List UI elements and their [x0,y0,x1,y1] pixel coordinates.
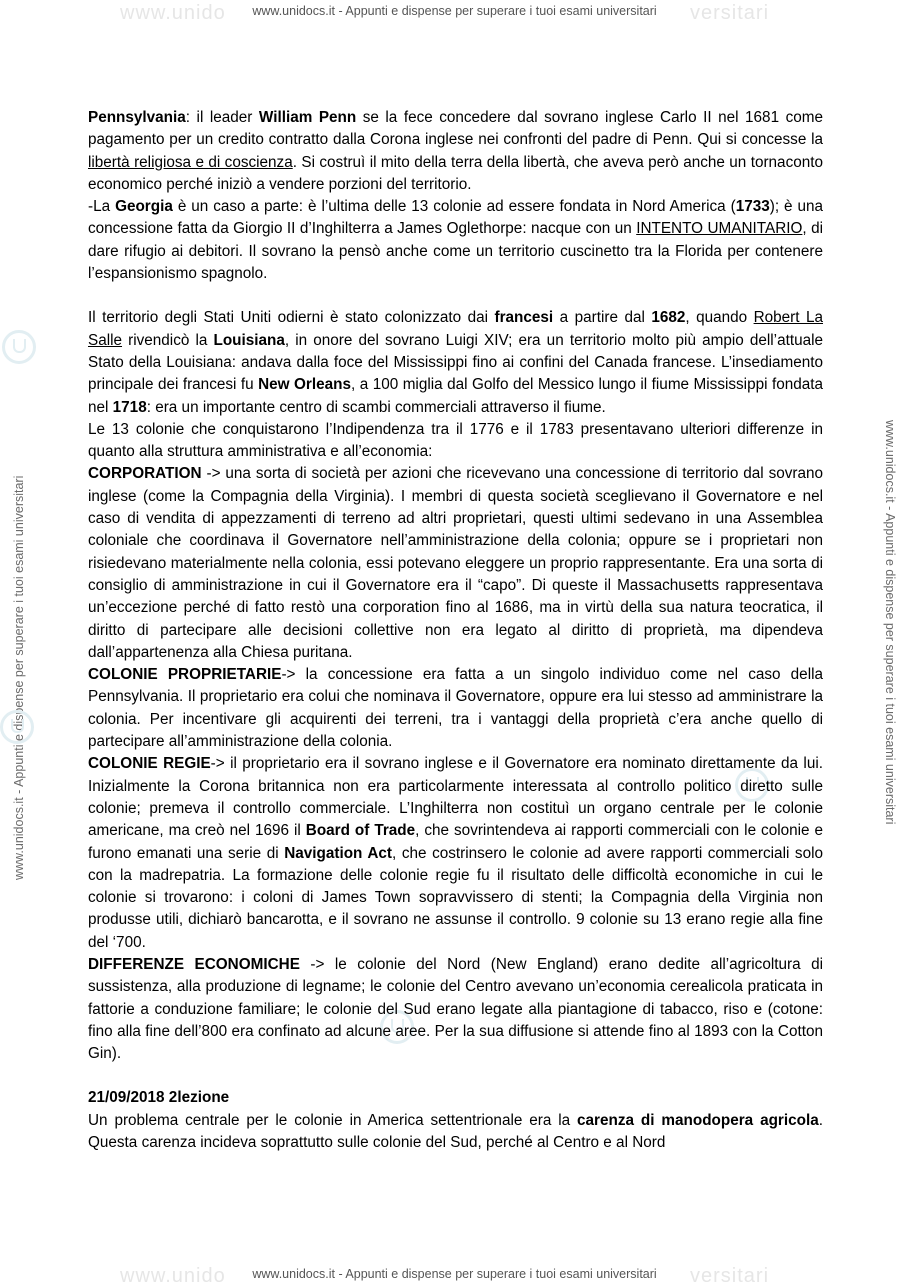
paragraph-manodopera: Un problema centrale per le colonie in America settentrionale era la carenza di manodopera agricola. Questa carenza incideva soprattutto sulle colonie del Sud, perché al Centro e al Nord [88,1111,823,1152]
side-watermark-right: www.unidocs.it - Appunti e dispense per superare i tuoi esami universitari [883,420,897,825]
faint-watermark-bottom-left: www.unido [120,1265,226,1287]
paragraph-colonie-regie: COLONIE REGIE-> il proprietario era il sovrano inglese e il Governatore era nominato direttamente da lui. Inizialmente la Corona britannica non era particolarmente interessata al controllo politico diretto sulle colonie; premeva il controllo commerciale. L’Inghilterra non costituì un organo centrale per le colonie americane, ma creò nel 1696 il Board of Trade, che sovrintendeva ai rapporti commerciali con le colonie e furono emanati una serie di Navigation Act, che costrinsero le colonie ad avere rapporti commerciali solo con la madrepatria. La formazione delle colonie regie fu il risultato delle difficoltà economiche in cui le colonie si trovarono: i coloni di James Town sopravvissero di stenti; la Compagnia della Virginia non produsse utili, dichiarò bancarotta, e il sovrano ne assunse il controllo. 9 colonie su 13 erano regie alla fine del ‘700. [88,755,824,951]
faint-watermark-left: www.unido [120,2,226,24]
term-william-penn: William Penn [258,109,357,126]
lesson-heading: 21/09/2018 2lezione [88,1089,230,1107]
year-1718: 1718 [112,398,147,416]
document-body [88,107,823,1154]
term-louisiana: Louisiana [213,331,285,349]
side-watermark-left: www.unidocs.it - Appunti e dispense per superare i tuoi esami universitari [12,475,26,880]
term-colonie-regie: COLONIE REGIE [88,755,211,773]
unidocs-logo-icon [0,710,34,744]
paragraph-georgia: -La Georgia è un caso a parte: è l’ultima delle 13 colonie ad essere fondata in Nord America (1733); è una concessione fatta da Giorgio II d’Inghilterra a James Oglethorpe: nacque con un INTENTO UMANITARIO, di dare rifugio ai debitori. Il sovrano la pensò anche come un territorio cuscinetto tra la Florida per contenere l’espansionismo spagnolo. [88,198,824,283]
term-colonie-proprietarie: COLONIE PROPRIETARIE [88,666,282,684]
term-francesi: francesi [494,309,554,327]
paragraph-pennsylvania: Pennsylvania: il leader William Penn se la fece concedere dal sovrano inglese Carlo II nel 1681 come pagamento per un credito contratto dalla Corona inglese nei confronti del padre di Penn. Qui si concesse la libertà religiosa e di coscienza. Si costruì il mito della terra della libertà, che aveva però anche un tornaconto economico perché iniziò a vendere porzioni del territorio. [88,109,823,193]
footer-watermark: www.unidocs.it - Appunti e dispense per superare i tuoi esami universitari [252,1267,657,1281]
faint-watermark-right: versitari [690,2,770,24]
term-navigation-act: Navigation Act [284,844,393,862]
underlined-intento-umanitario: INTENTO UMANITARIO [636,220,803,238]
unidocs-logo-icon [2,330,36,364]
term-pennsylvania: Pennsylvania [88,109,186,126]
term-carenza-manodopera: carenza di manodopera agricola [577,1111,819,1129]
paragraph-differenze-economiche: DIFFERENZE ECONOMICHE -> le colonie del Nord (New England) erano dedite all’agricoltura di sussistenza, alla produzione di legname; le colonie del Centro avevano un’economia cerealicola praticata in fattorie a conduzione familiare; le colonie del Sud erano legate alla piantagione di tabacco, riso e (cotone: fino alla fine dell’800 era confinato ad alcune aree. Per la sua diffusione si attende fino al 1893 con la Cotton Gin). [88,955,823,1063]
term-corporation: CORPORATION [88,465,202,483]
term-differenze-economiche: DIFFERENZE ECONOMICHE [88,955,300,973]
term-new-orleans: New Orleans [258,376,351,394]
paragraph-colonie-proprietarie: COLONIE PROPRIETARIE-> la concessione era fatta a un singolo individuo come nel caso della Pennsylvania. Il proprietario era colui che nominava il Governatore, oppure era lui stesso ad amministrare la colonia. Per incentivare gli acquirenti dei terreni, tra i vantaggi della proprietà c’era anche quello di partecipare all’amministrazione della colonia. [88,666,823,751]
term-georgia: Georgia [115,198,173,216]
header-watermark: www.unidocs.it - Appunti e dispense per superare i tuoi esami universitari [252,4,657,18]
underlined-robert-la-salle: Robert La Salle [88,309,823,349]
paragraph-louisiana: Il territorio degli Stati Uniti odierni è stato colonizzato dai francesi a partire dal 1682, quando Robert La Salle rivendicò la Louisiana, in onore del sovrano Luigi XIV; era un territorio molto più ampio dell’attuale Stato della Louisiana: andava dalla foce del Mississippi fino ai confini del Canada francese. L’insediamento principale dei francesi fu New Orleans, a 100 miglia dal Golfo del Messico lungo il fiume Mississippi fondata nel 1718: era un importante centro di scambi commerciali attraverso il fiume. [88,309,823,416]
year-1682: 1682 [651,309,686,327]
term-board-of-trade: Board of Trade [305,822,416,840]
paragraph-13-colonie: Le 13 colonie che conquistarono l’Indipendenza tra il 1776 e il 1783 presentavano ulteriori differenze in quanto alla struttura amministrativa e all’economia: [88,420,823,461]
paragraph-corporation: CORPORATION -> una sorta di società per azioni che ricevevano una concessione di territorio dal sovrano inglese (come la Compagnia della Virginia). I membri di questa società sceglievano il Governatore e nel caso di vendita di appezzamenti di terreno ad altri proprietari, questi ultimi sedevano in una Assemblea coloniale che coordinava il Governatore nell’amministrazione della colonia; oppure se i proprietari non risiedevano materialmente nella colonia, essi potevano eleggere un proprio rappresentante. Era una sorta di consiglio di amministrazione in cui il Governatore era il “capo”. Di queste il Massachusetts rappresentava un’eccezione perché di fatto restò una corporation fino al 1686, ma in virtù della sua natura teocratica, il diritto di partecipare alle decisioni collettive non era legato al diritto di proprietà, ma dipendeva dall’appartenenza alla Chiesa puritana. [88,465,823,661]
faint-watermark-bottom-right: versitari [690,1265,770,1287]
underlined-liberta: libertà religiosa e di coscienza [88,153,293,171]
year-1733: 1733 [735,198,770,216]
